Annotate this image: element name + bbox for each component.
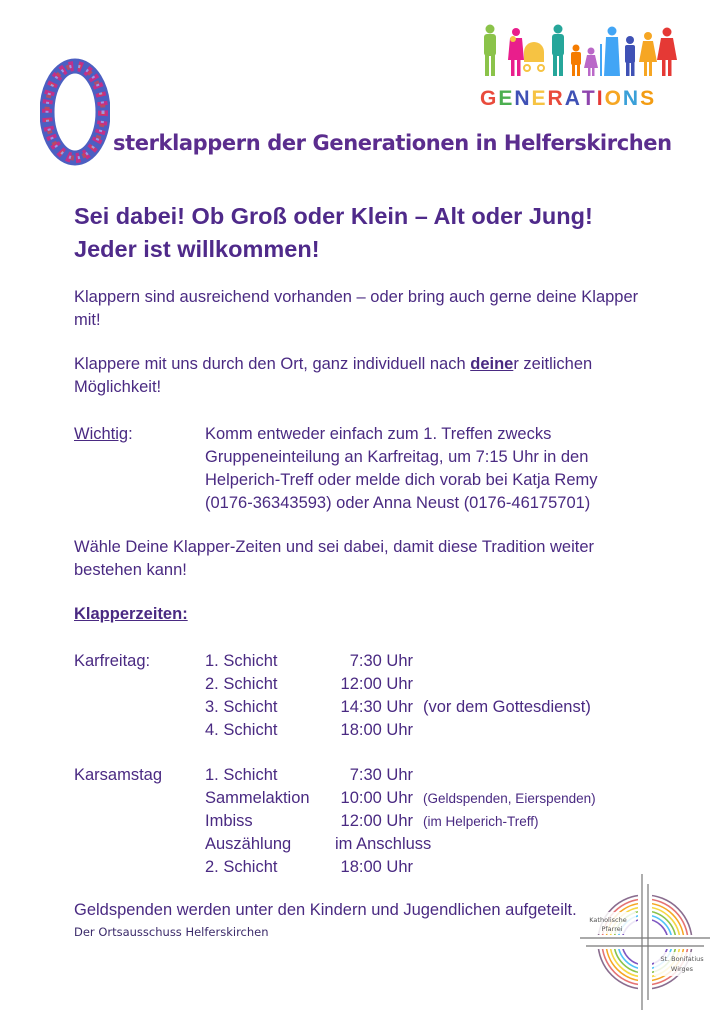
wordmark-letter: E — [531, 87, 548, 110]
headline-line-2: Jeder ist willkommen! — [74, 236, 320, 262]
wordmark-letter: T — [581, 87, 597, 110]
schedule-row: 2. Schicht 18:00 Uhr — [205, 858, 413, 876]
headline — [74, 200, 654, 266]
important-label: Wichtig: — [74, 425, 133, 443]
generations-logo — [478, 24, 678, 114]
schedule-row: 2. Schicht 12:00 Uhr — [205, 675, 413, 693]
important-text: Komm entweder einfach zum 1. Treffen zwecks Gruppeneinteilung an Karfreitag, um 7:15 Uhr in den Helperich-Treff oder melde dich vorab bei Katja Remy (0176-36343593) oder Anna Neust (0176-46175701) — [205, 425, 598, 512]
schedule-day-karsamstag: Karsamstag — [74, 766, 163, 784]
svg-text:Wirges: Wirges — [670, 965, 694, 973]
wordmark-letter: E — [498, 87, 515, 110]
wordmark-letter: I — [596, 87, 605, 110]
wordmark-letter: G — [480, 87, 499, 110]
paragraph-klappern-available: Klappern sind ausreichend vorhanden – oder bring auch gerne deine Klapper mit! — [74, 288, 639, 329]
paragraph-choose-times: Wähle Deine Klapper-Zeiten und sei dabei, damit diese Tradition weiter bestehen kann! — [74, 538, 595, 579]
schedule-row: 1. Schicht 7:30 Uhr — [205, 652, 413, 670]
schedule-heading: Klapperzeiten: — [74, 605, 188, 623]
schedule-row: 1. Schicht 7:30 Uhr — [205, 766, 413, 784]
svg-text:Katholische: Katholische — [589, 916, 627, 924]
easter-egg-wreath-icon — [40, 58, 110, 166]
wordmark-letter: O — [604, 87, 623, 110]
p2-text-after: r zeitlichen Möglichkeit! — [74, 355, 593, 396]
svg-text:Pfarrei: Pfarrei — [601, 925, 623, 933]
wordmark-letter: N — [622, 87, 641, 110]
wordmark-letter: N — [514, 87, 532, 110]
svg-text:St. Bonifatius: St. Bonifatius — [660, 955, 704, 963]
schedule-row: 4. Schicht 18:00 Uhr — [205, 721, 413, 739]
schedule-row: Imbiss 12:00 Uhr (im Helperich-Treff) — [205, 812, 539, 830]
schedule-row: Auszählung im Anschluss — [205, 835, 432, 853]
paragraph-klappere-mit-uns — [74, 353, 644, 399]
donation-note: Geldspenden werden unter den Kindern und Jugendlichen aufgeteilt. — [74, 901, 577, 919]
document-title: sterklappern der Generationen in Helferskirchen — [113, 131, 672, 155]
signature: Der Ortsausschuss Helferskirchen — [74, 925, 269, 939]
schedule-row: Sammelaktion 10:00 Uhr (Geldspenden, Eierspenden) — [205, 789, 596, 807]
wordmark-letter: R — [547, 87, 565, 110]
p2-text-before: Klappere mit uns durch den Ort, ganz individuell nach — [74, 355, 471, 373]
generations-wordmark — [480, 87, 656, 111]
schedule-row: 3. Schicht 14:30 Uhr (vor dem Gottesdienst) — [205, 698, 591, 716]
wordmark-letter: A — [564, 87, 582, 110]
parish-logo-icon — [578, 872, 712, 1012]
schedule-day-karfreitag: Karfreitag: — [74, 652, 151, 670]
wordmark-letter: S — [640, 87, 657, 110]
family-figures-icon — [478, 24, 678, 80]
headline-line-1: Sei dabei! Ob Groß oder Klein – Alt oder Jung! — [74, 203, 593, 229]
p2-emphasis: deine — [470, 355, 514, 373]
